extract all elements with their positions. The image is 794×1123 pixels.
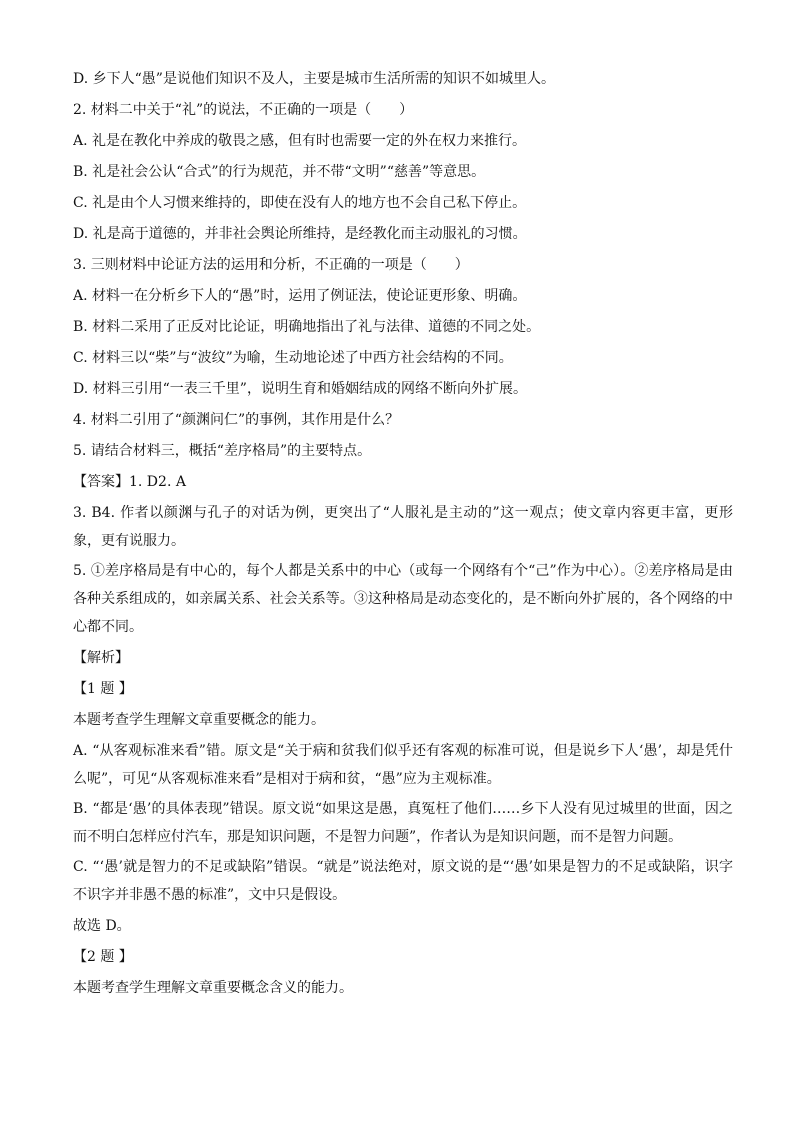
- option-3d: D. 材料三引用“一表三千里”，说明生育和婚姻结成的网络不断向外扩展。: [73, 381, 527, 397]
- option-1d: D. 乡下人“愚”是说他们知识不及人，主要是城市生活所需的知识不如城里人。: [73, 71, 555, 87]
- question-3: 3. 三则材料中论证方法的运用和分析，不正确的一项是（ ）: [73, 257, 469, 273]
- q2-heading: 【2 题 】: [73, 949, 133, 965]
- option-2a: A. 礼是在教化中养成的敬畏之感，但有时也需要一定的外在权力来推行。: [73, 133, 527, 149]
- question-4: 4. 材料二引用了“颜渊问仁”的事例，其作用是什么？: [73, 412, 400, 428]
- question-2: 2. 材料二中关于“礼”的说法，不正确的一项是（ ）: [73, 102, 414, 118]
- q1-analysis-a: A. “从客观标准来看”错。原文是“关于病和贫我们似乎还有客观的标准可说，但是说乡下人‘愚’，却是凭什么呢”，可见“从客观标准来看”是相对于病和贫，“愚”应为主观标准。: [73, 743, 733, 787]
- q1-intro: 本题考查学生理解文章重要概念的能力。: [73, 712, 325, 728]
- document-body: [73, 64, 733, 1004]
- answer-3-4: 3. B4. 作者以颜渊与孔子的对话为例，更突出了“人服礼是主动的”这一观点；使文章内容更丰富，更形象，更有说服力。: [73, 505, 733, 549]
- q1-heading: 【1 题 】: [73, 681, 133, 697]
- answer-heading: 【答案】1. D2. A: [73, 474, 186, 490]
- q1-analysis-b: B. “都是‘愚’的具体表现”错误。原文说“如果这是愚，真冤枉了他们……乡下人没有见过城里的世面，因之而不明白怎样应付汽车，那是知识问题，不是智力问题”，作者认为是知识问题，而不是智力问题。: [73, 801, 733, 845]
- option-3b: B. 材料二采用了正反对比论证，明确地指出了礼与法律、道德的不同之处。: [73, 319, 541, 335]
- question-5: 5. 请结合材料三，概括“差序格局”的主要特点。: [73, 443, 372, 459]
- option-3a: A. 材料一在分析乡下人的“愚”时，运用了例证法，使论证更形象、明确。: [73, 288, 527, 304]
- option-2b: B. 礼是社会公认“合式”的行为规范，并不带“文明”“慈善”等意思。: [73, 164, 486, 180]
- answer-5: 5. ①差序格局是有中心的，每个人都是关系中的中心（或每一个网络有个“己”作为中心）。②差序格局是由各种关系组成的，如亲属关系、社会关系等。③这种格局是动态变化的，是不断向外扩展的，各个网络的中心都不同。: [73, 563, 733, 635]
- option-2c: C. 礼是由个人习惯来维持的，即使在没有人的地方也不会自己私下停止。: [73, 195, 527, 211]
- option-2d: D. 礼是高于道德的，并非社会舆论所维持，是经教化而主动服礼的习惯。: [73, 226, 527, 242]
- option-3c: C. 材料三以“柴”与“波纹”为喻，生动地论述了中西方社会结构的不同。: [73, 350, 513, 366]
- q1-conclusion: 故选 D。: [73, 918, 131, 934]
- q2-intro: 本题考查学生理解文章重要概念含义的能力。: [73, 980, 353, 996]
- q1-analysis-c: C. “‘愚’就是智力的不足或缺陷”错误。“就是”说法绝对，原文说的是“‘愚’如果是智力的不足或缺陷，识字不识字并非愚不愚的标准”，文中只是假设。: [73, 859, 733, 903]
- analysis-heading: 【解析】: [73, 650, 129, 666]
